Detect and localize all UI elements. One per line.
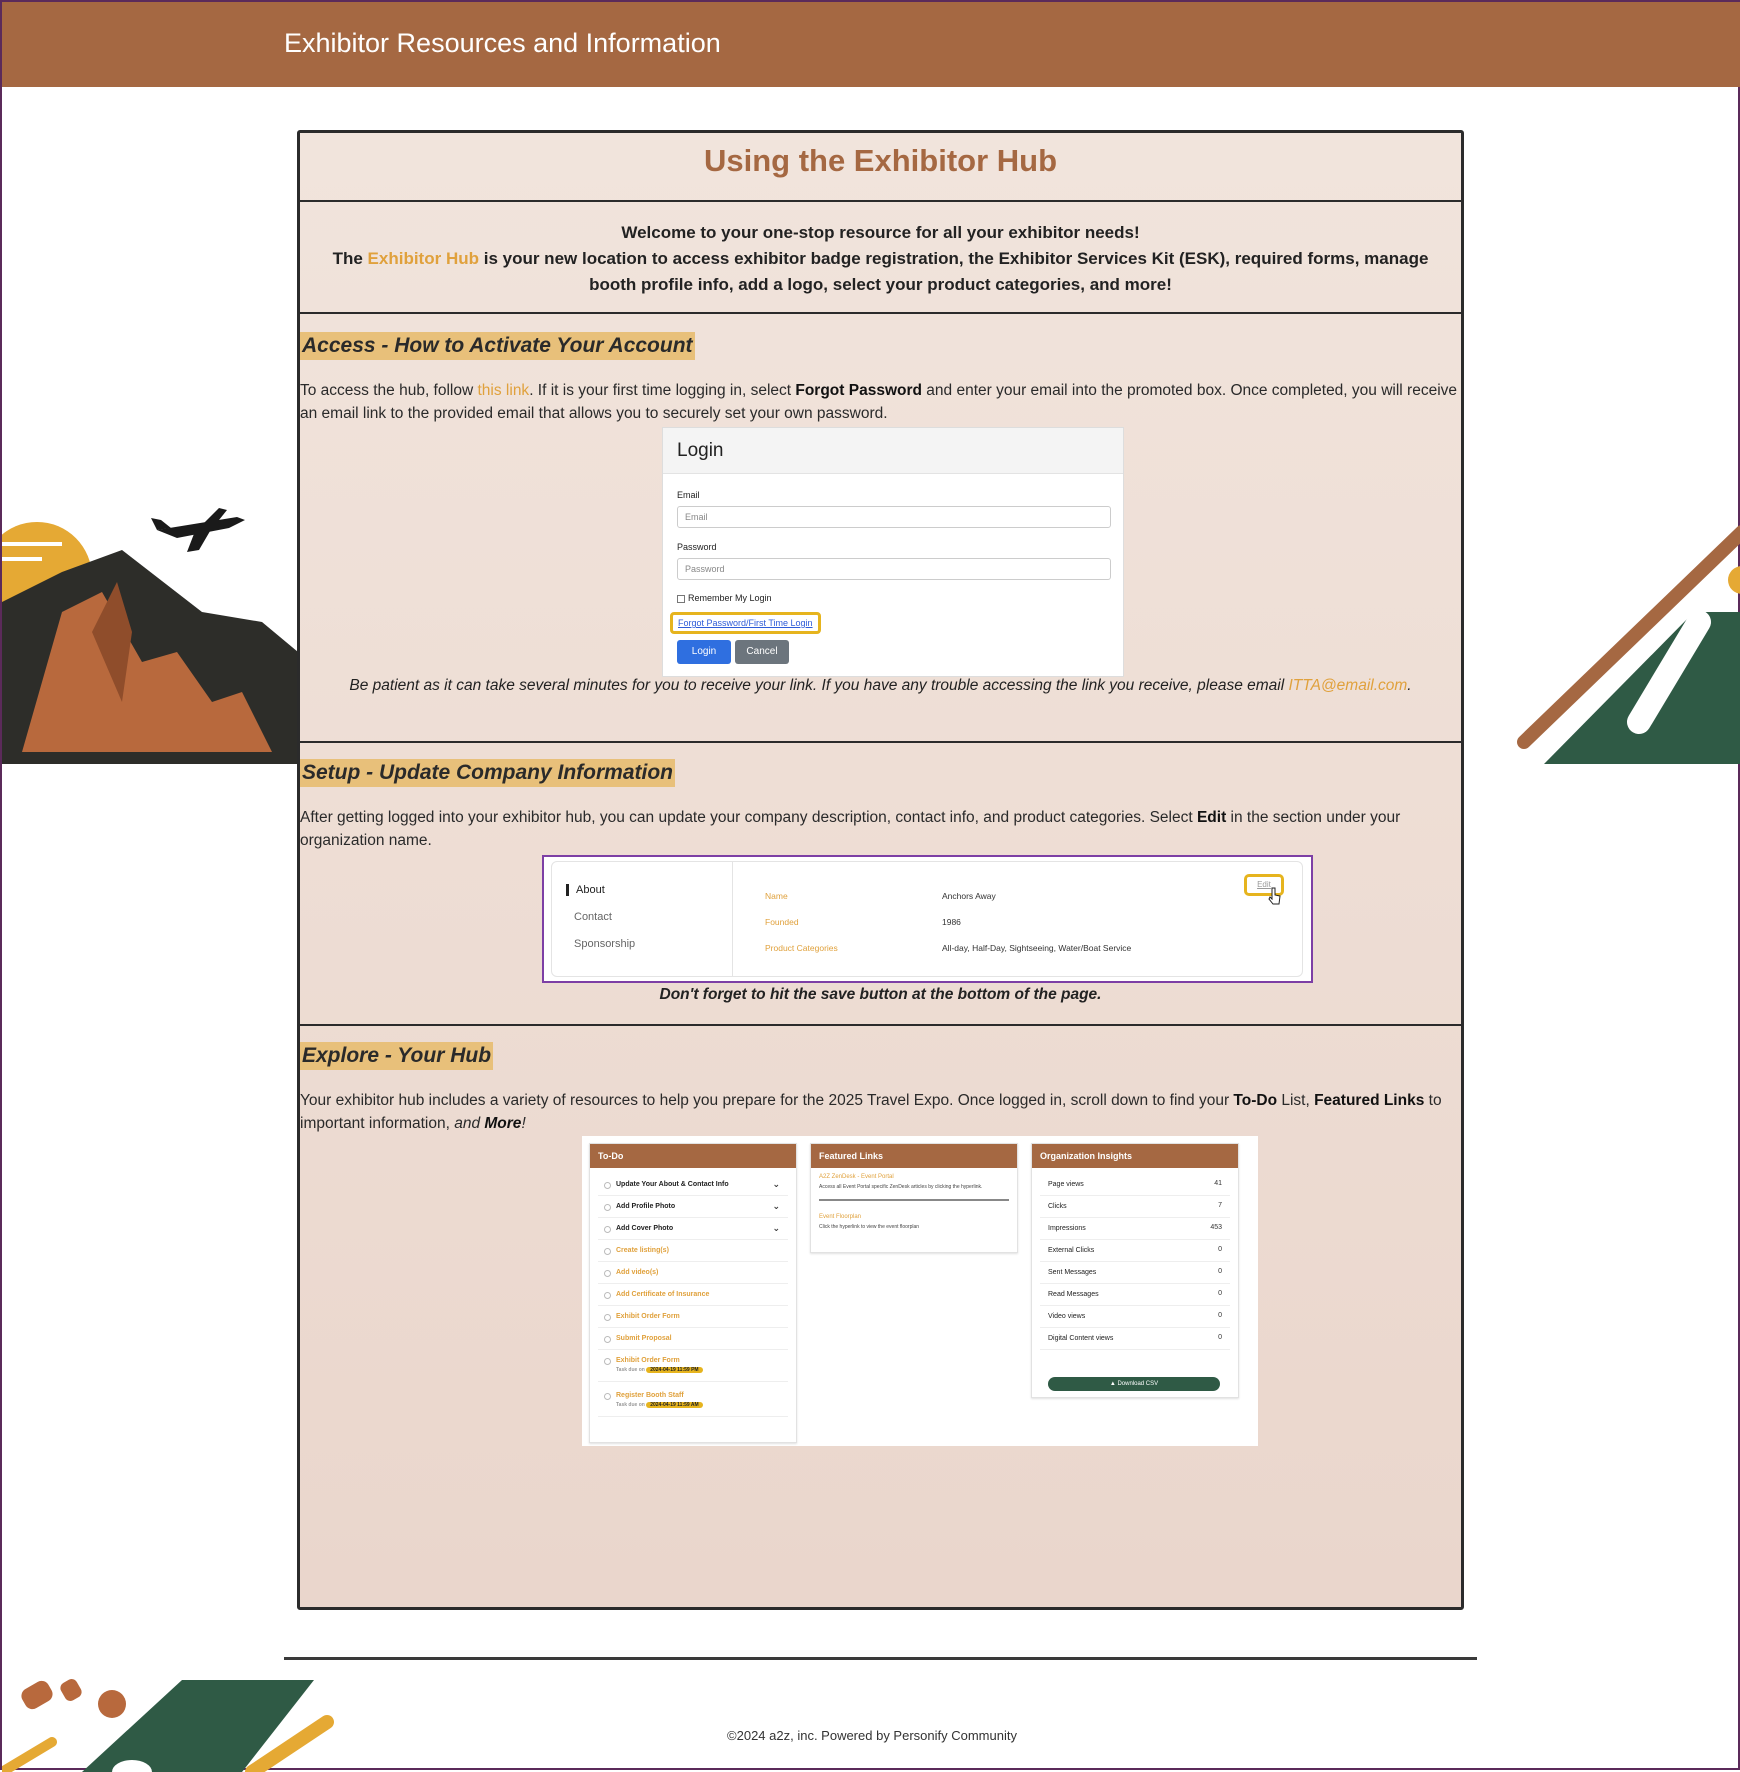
access-section — [300, 314, 1461, 743]
todo-item: Exhibit Order Form Task due on 2024-04-19 11:59 PM — [598, 1352, 788, 1382]
todo-item: Add Profile Photo ⌄ — [598, 1198, 788, 1218]
insight-row: Read Messages 0 — [1040, 1286, 1230, 1306]
footer-divider — [284, 1657, 1477, 1660]
setup-paragraph: After getting logged into your exhibitor hub, you can update your company description, contact info, and product categories. Select Edit in the section under your organization name. — [300, 809, 1401, 849]
featured-link-desc: Access all Event Portal specific ZenDesk articles by clicking the hyperlink. — [819, 1184, 983, 1190]
explore-section — [300, 1026, 1461, 1610]
footer-text: ©2024 a2z, inc. Powered by Personify Community — [727, 1728, 1017, 1743]
featured-link-desc: Click the hyperlink to view the event floorplan — [819, 1224, 920, 1230]
todo-item: Add Cover Photo ⌄ — [598, 1220, 788, 1240]
todo-item: Exhibit Order Form — [598, 1308, 788, 1328]
site-title: Exhibitor Resources and Information — [284, 28, 721, 58]
categories-key: Product Categories — [765, 943, 838, 953]
mountain-plane-decoration-icon — [2, 502, 298, 764]
explore-heading: Explore - Your Hub — [300, 1042, 493, 1070]
setup-note: Don't forget to hit the save button at the bottom of the page. — [659, 986, 1102, 1003]
insight-row: Impressions 453 — [1040, 1220, 1230, 1240]
todo-item: Submit Proposal — [598, 1330, 788, 1350]
card-title-section — [300, 133, 1461, 202]
email-field: Email — [677, 506, 1111, 528]
login-screenshot — [662, 427, 1124, 677]
access-heading: Access - How to Activate Your Account — [300, 332, 695, 360]
email-link[interactable]: ITTA@email.com — [1288, 677, 1408, 694]
insight-row: External Clicks 0 — [1040, 1242, 1230, 1262]
todo-item: Add video(s) — [598, 1264, 788, 1284]
edit-screenshot — [542, 855, 1313, 983]
insight-row: Page views 41 — [1040, 1176, 1230, 1196]
this-link[interactable]: this link — [477, 382, 530, 399]
edit-button: Edit — [1244, 874, 1284, 896]
featured-link: A2Z ZenDesk - Event Portal — [819, 1174, 894, 1180]
top-header — [2, 2, 1740, 87]
insights-title: Organization Insights — [1032, 1144, 1238, 1168]
explore-paragraph: Your exhibitor hub includes a variety of resources to help you prepare for the 2025 Travel Expo. Once logged in, scroll down to find your To-Do List, Featured Links to important information, and More! — [300, 1092, 1442, 1132]
access-paragraph: To access the hub, follow this link. If it is your first time logging in, select Forgot Password and enter your email into the promoted box. Once completed, you will receive an email link to the provided email that allows you to securely set your own password. — [300, 382, 1458, 422]
cursor-icon — [1268, 886, 1282, 906]
card-title: Using the Exhibitor Hub — [703, 143, 1058, 178]
name-value: Anchors Away — [942, 891, 996, 901]
todo-item: Create listing(s) — [598, 1242, 788, 1262]
insights-panel — [1031, 1143, 1239, 1398]
featured-links-panel — [810, 1143, 1018, 1253]
email-label: Email — [677, 490, 700, 500]
login-title: Login — [663, 428, 1123, 474]
password-label: Password — [677, 542, 717, 552]
categories-value: All-day, Half-Day, Sightseeing, Water/Boat Service — [942, 943, 1132, 953]
stripes-decoration-icon — [1514, 522, 1740, 764]
remember-checkbox: Remember My Login — [677, 593, 772, 603]
hub-screenshot — [582, 1136, 1258, 1446]
contact-tab: Contact — [574, 911, 612, 923]
exhibitor-hub-card — [297, 130, 1464, 1610]
login-button: Login — [677, 640, 731, 664]
intro-text: Welcome to your one-stop resource for all your exhibitor needs! The Exhibitor Hub is your new location to access exhibitor badge registration, the Exhibitor Services Kit (ESK), required forms, manage booth profile info, add a logo, select your product categories, and more! — [300, 202, 1461, 298]
todo-title: To-Do — [590, 1144, 796, 1168]
featured-links-title: Featured Links — [811, 1144, 1017, 1168]
sponsorship-tab: Sponsorship — [574, 938, 636, 950]
cancel-button: Cancel — [735, 640, 789, 664]
access-note: Be patient as it can take several minutes for you to receive your link. If you have any trouble accessing the link you receive, please email ITTA@email.com. — [349, 677, 1412, 694]
name-key: Name — [765, 891, 788, 901]
featured-link: Event Floorplan — [819, 1214, 862, 1220]
exhibitor-hub-link[interactable]: Exhibitor Hub — [367, 249, 479, 268]
founded-key: Founded — [765, 917, 799, 927]
intro-welcome: Welcome to your one-stop resource for all your exhibitor needs! — [621, 223, 1140, 242]
todo-item: Update Your About & Contact Info ⌄ — [598, 1176, 788, 1196]
intro-section — [300, 202, 1461, 314]
about-tab: About — [566, 884, 605, 896]
download-csv-button: ▲ Download CSV — [1048, 1377, 1220, 1391]
insight-row: Digital Content views 0 — [1040, 1330, 1230, 1350]
founded-value: 1986 — [942, 917, 961, 927]
password-field: Password — [677, 558, 1111, 580]
todo-item: Register Booth Staff Task due on 2024-04-19 11:59 AM — [598, 1387, 788, 1417]
todo-item: Add Certificate of Insurance — [598, 1286, 788, 1306]
corner-decoration-icon — [2, 1672, 342, 1772]
insight-row: Clicks 7 — [1040, 1198, 1230, 1218]
forgot-password-link: Forgot Password/First Time Login — [670, 612, 821, 634]
insight-row: Sent Messages 0 — [1040, 1264, 1230, 1284]
insight-row: Video views 0 — [1040, 1308, 1230, 1328]
setup-section — [300, 743, 1461, 1026]
todo-panel — [589, 1143, 797, 1443]
setup-heading: Setup - Update Company Information — [300, 759, 675, 787]
